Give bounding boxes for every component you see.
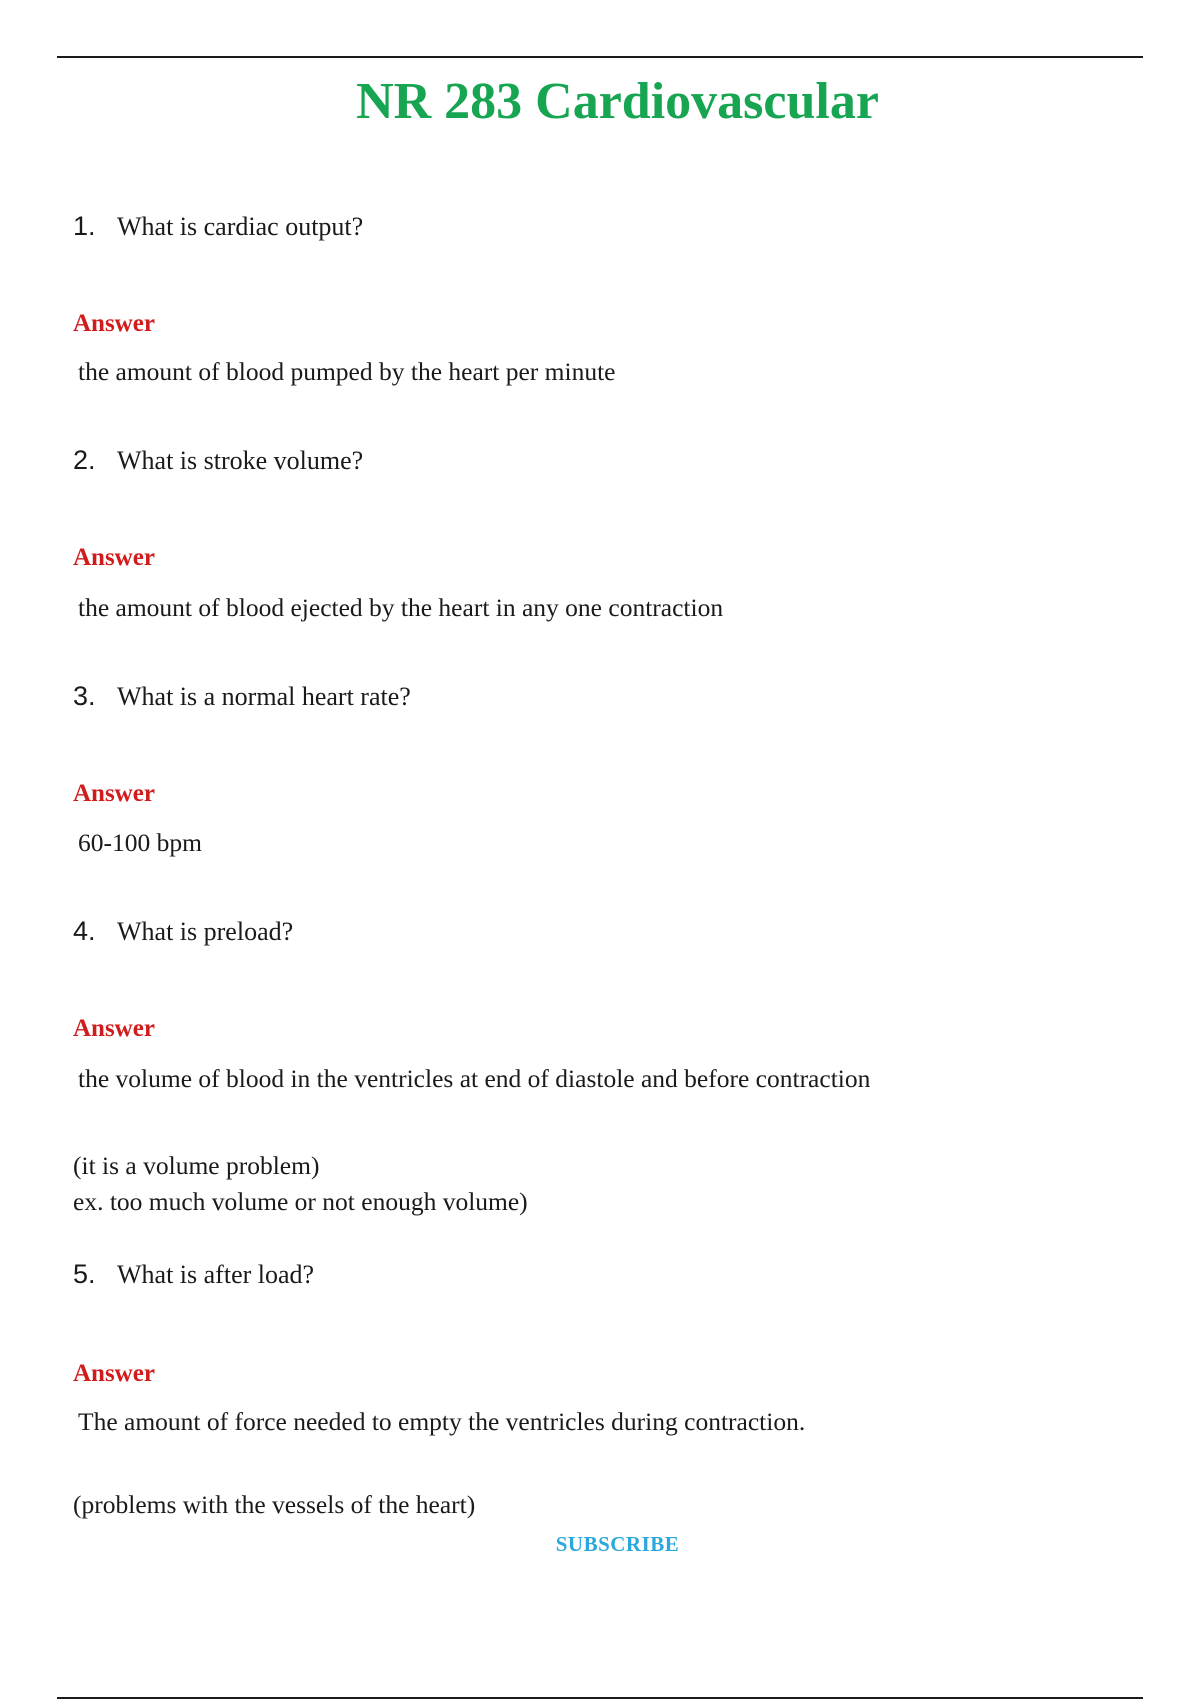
- question-text: What is stroke volume?: [117, 446, 364, 475]
- question-text: What is after load?: [117, 1260, 315, 1289]
- subscribe-link[interactable]: SUBSCRIBE: [555, 1532, 680, 1556]
- question-text: What is preload?: [117, 917, 294, 946]
- question-number: 5.: [73, 1259, 96, 1289]
- answer-text-3: 60-100 bpm: [78, 828, 202, 857]
- answer-text-1: the amount of blood pumped by the heart per minute: [78, 357, 616, 386]
- answer-label-5: Answer: [73, 1360, 155, 1387]
- question-text: What is a normal heart rate?: [117, 682, 411, 711]
- answer-label-4: Answer: [73, 1015, 155, 1042]
- question-5: [73, 1257, 1133, 1292]
- answer-note-4a: (it is a volume problem): [73, 1151, 320, 1180]
- document-title: NR 283 Cardiovascular: [356, 73, 879, 130]
- question-3: [73, 679, 1133, 714]
- answer-label-2: Answer: [73, 544, 155, 571]
- answer-label-3: Answer: [73, 780, 155, 807]
- question-number: 1.: [73, 211, 96, 241]
- answer-text-5: The amount of force needed to empty the ventricles during contraction.: [78, 1407, 806, 1436]
- answer-text-4: the volume of blood in the ventricles at end of diastole and before contraction: [78, 1064, 871, 1093]
- question-number: 4.: [73, 916, 96, 946]
- question-4: [73, 914, 1133, 949]
- question-text: What is cardiac output?: [117, 212, 364, 241]
- question-2: [73, 443, 1133, 478]
- answer-label-1: Answer: [73, 310, 155, 337]
- bottom-rule: [57, 1697, 1143, 1699]
- answer-note-5: (problems with the vessels of the heart): [73, 1490, 476, 1519]
- answer-note-4b: ex. too much volume or not enough volume): [73, 1187, 528, 1216]
- question-number: 3.: [73, 681, 96, 711]
- top-rule: [57, 56, 1143, 58]
- answer-text-2: the amount of blood ejected by the heart in any one contraction: [78, 593, 724, 622]
- question-1: [73, 209, 1133, 244]
- question-number: 2.: [73, 445, 96, 475]
